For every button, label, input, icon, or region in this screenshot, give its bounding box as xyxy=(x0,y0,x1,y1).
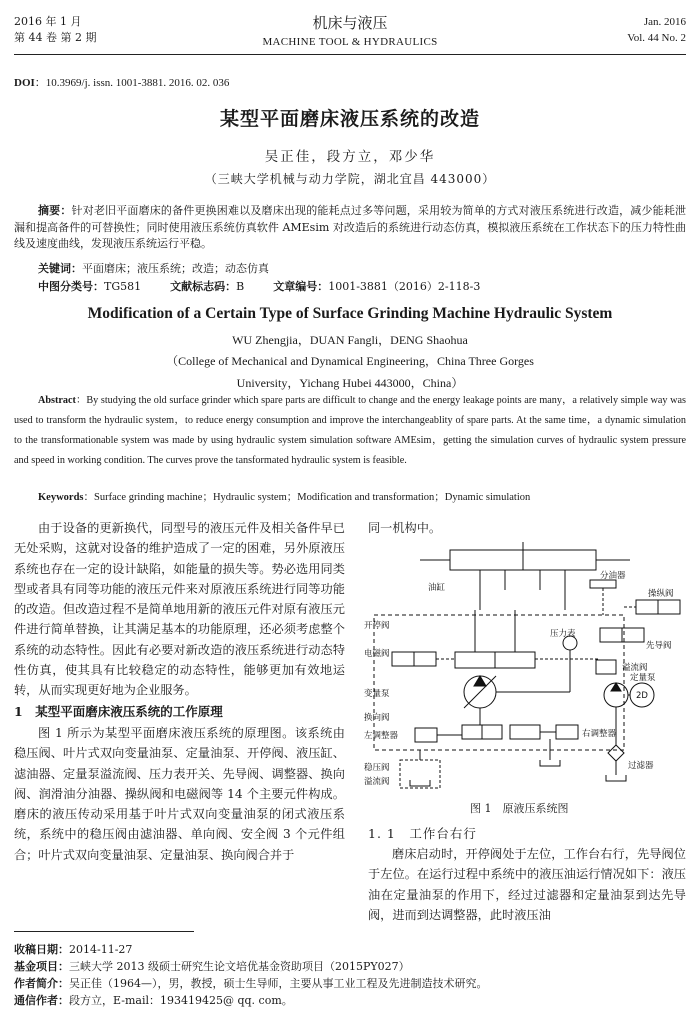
label-cylinder: 油缸 xyxy=(428,583,446,593)
start-stop-valve xyxy=(455,652,495,668)
journal-title-en: MACHINE TOOL & HYDRAULICS xyxy=(262,36,438,48)
header-right xyxy=(627,14,686,46)
keywords-zh xyxy=(38,260,269,276)
journal-title-zh: 机床与液压 xyxy=(312,14,388,32)
body-paragraph-1: 由于设备的更新换代，同型号的液压元件及相关备件早已无处采购，这就对设备的维护造成了一定的困难，另外原液压系统也存在一定的设计缺陷，如能量的损失等。势必选用同类型或者具有同等功能的液压元件来对原液压系统进行同等功能的改造。但改造过程不是简单地用新的液压元件对原有液压元件进行简单替换，让其满足基本的功能原理，还必须考虑整个系统的动态特性。因此有必要对新改造的液压系统进行动态特性仿真，使其具有比较稳定的动态特性，能够更加有效地运转，从而实现更好地为企业服务。 xyxy=(14,521,345,698)
label-reversing-valve: 换向阀 xyxy=(364,713,390,723)
label-distributor: 分油器 xyxy=(600,571,626,581)
footnote-contact xyxy=(14,992,488,1009)
doi-value: ：10.3969/j. issn. 1001-3881. 2016. 02. 036 xyxy=(34,77,230,89)
article-no-label: 文章编号： xyxy=(273,280,329,293)
header-date-en: Jan. 2016 xyxy=(643,16,686,28)
article-no-value: 1001-3881（2016）2-118-3 xyxy=(328,280,481,293)
abstract-zh-label: 摘要： xyxy=(38,204,72,217)
bio-label: 作者简介： xyxy=(14,977,69,990)
title-zh: 某型平面磨床液压系统的改造 xyxy=(219,108,480,130)
header-date-zh: 2016 年 1 月 xyxy=(14,15,82,28)
label-relief-valve: 溢流阀 xyxy=(364,777,390,787)
abstract-zh-text: 针对老旧平面磨床的备件更换困难以及磨床出现的能耗点过多等问题，采用较为简单的方式对液压系统进行改造，减少能耗泄漏和提高备件的可替换性；同时使用液压系统仿真软件 AMEsim 对改造后的系统进行动态仿真，模拟液压系统在工作状态下的压力特性曲线及速度曲线，发现液压系统运行平稳。 xyxy=(14,204,687,250)
doc-code-label: 文献标志码： xyxy=(170,280,237,293)
footnote-rule xyxy=(14,931,194,932)
received-date: 2014-11-27 xyxy=(69,943,133,956)
abstract-en-label: Abstract xyxy=(38,395,76,406)
solenoid-valve xyxy=(392,652,414,666)
label-pressure-gauge: 压力表 xyxy=(550,629,576,639)
affiliation-zh: （三峡大学机械与动力学院，湖北宜昌 443000） xyxy=(204,172,496,186)
received-label: 收稿日期： xyxy=(14,943,69,956)
fund-text: 三峡大学 2013 级硕士研究生论文培优基金资助项目（2015PY027） xyxy=(69,960,410,973)
title-en: Modification of a Certain Type of Surface Grinding Machine Hydraulic System xyxy=(87,305,613,322)
footnote-author-bio xyxy=(14,975,488,992)
authors-zh: 吴正佳，段方立，邓少华 xyxy=(264,149,436,165)
keywords-zh-text: 平面磨床；液压系统；改造；动态仿真 xyxy=(82,262,269,275)
footnote-received xyxy=(14,941,488,958)
subsection-1-1-heading: 1. 1 工作台右行 xyxy=(368,826,477,841)
abstract-en xyxy=(14,391,686,471)
keywords-en-text: ：Surface grinding machine；Hydraulic system；Modification and transformation；Dynamic simulation xyxy=(83,492,531,503)
fund-label: 基金项目： xyxy=(14,960,69,973)
body-right-paragraph: 磨床启动时，开停阀处于左位，工作台右行，先导阀位于左位。在运行过程中系统中的液压油运行情况如下：液压油在定量油泵的作用下，经过过滤器和定量油泵到达先导阀，进而到达调整器，此时液压油 xyxy=(368,847,686,922)
label-motor-2d: 2D xyxy=(636,691,648,701)
label-solenoid-valve: 电磁阀 xyxy=(364,649,390,659)
header-center xyxy=(0,12,700,48)
label-filter: 过滤器 xyxy=(628,761,654,771)
header-rule xyxy=(14,54,686,55)
label-variable-pump: 变量泵 xyxy=(364,689,390,699)
label-stabilizer-valve: 稳压阀 xyxy=(364,763,390,773)
keywords-en xyxy=(38,489,530,504)
keywords-en-label: Keywords xyxy=(38,492,84,503)
label-start-stop-valve: 开停阀 xyxy=(364,621,390,631)
footnotes xyxy=(14,941,488,1009)
authors-en: WU Zhengjia，DUAN Fangli，DENG Shaohua xyxy=(232,333,468,347)
section-1-heading: 1 某型平面磨床液压系统的工作原理 xyxy=(14,703,223,719)
body-right-column xyxy=(368,844,686,925)
header-volume-zh: 第 44 卷 第 2 期 xyxy=(14,31,97,44)
body-left-column xyxy=(14,518,345,865)
doi-line xyxy=(14,74,229,90)
clc-label: 中图分类号： xyxy=(38,280,104,293)
label-right-adjuster: 右调整器 xyxy=(582,729,617,739)
doi-label: DOI xyxy=(14,77,35,89)
affiliation-en-1: （College of Mechanical and Dynamical Engineering，China Three Gorges xyxy=(166,354,534,368)
doc-code-value: B xyxy=(236,280,245,293)
affiliation-en-2: University，Yichang Hubei 443000，China） xyxy=(236,376,464,390)
classification-line xyxy=(38,278,480,294)
contact-label: 通信作者： xyxy=(14,994,69,1007)
contact-text: 段方立，E-mail：193419425@ qq. com。 xyxy=(69,994,293,1007)
abstract-zh xyxy=(14,203,686,253)
label-left-adjuster: 左调整器 xyxy=(364,731,399,741)
hydraulic-schematic xyxy=(360,540,690,798)
body-right-continuation: 同一机构中。 xyxy=(368,521,442,535)
abstract-en-text: ：By studying the old surface grinder which spare parts are difficult to change and the energy leakage points are many，a relatively simple way was used to transform the hydraulic system，to reduce energy consumption and improve the interchangeablity of spare parts. At the same time，a dynamic simulation to the transformationable system was made by using hydraulic system simulation software AMEsim，getting the simulation curves of hydraulic system pressure and speed in working condition. The curves prove the tansformated hydraulic system is feasible. xyxy=(14,395,686,466)
label-overflow-valve: 溢流阀 xyxy=(622,663,648,673)
clc-value: TG581 xyxy=(104,280,142,293)
keywords-zh-label: 关键词： xyxy=(38,262,82,275)
header-volume-en: Vol. 44 No. 2 xyxy=(627,32,686,44)
figure-1-caption: 图 1 原液压系统图 xyxy=(470,802,569,815)
body-paragraph-2: 图 1 所示为某型平面磨床液压系统的原理图。该系统由稳压阀、叶片式双向变量油泵、定量油泵、开停阀、液压缸、滤油器、定量泵溢流阀、压力表开关、先导阀、调整器、换向阀、润滑油分油器、操纵阀和电磁阀等 14 个主要元件构成。磨床的液压传动采用基于叶片式双向变量油泵的闭式液压系统，系统中的稳压阀由滤油器、单向阀、安全阀 3 个元件组合；叶片式双向变量油泵、定量油泵、换向阀合并于 xyxy=(14,725,345,862)
bio-text: 吴正佳（1964—），男，教授，硕士生导师，主要从事工业工程及先进制造技术研究。 xyxy=(69,977,488,990)
footnote-fund xyxy=(14,958,488,975)
label-control-valve: 操纵阀 xyxy=(648,589,674,599)
label-pilot-valve: 先导阀 xyxy=(646,641,672,651)
label-fixed-pump: 定量泵 xyxy=(630,673,656,683)
